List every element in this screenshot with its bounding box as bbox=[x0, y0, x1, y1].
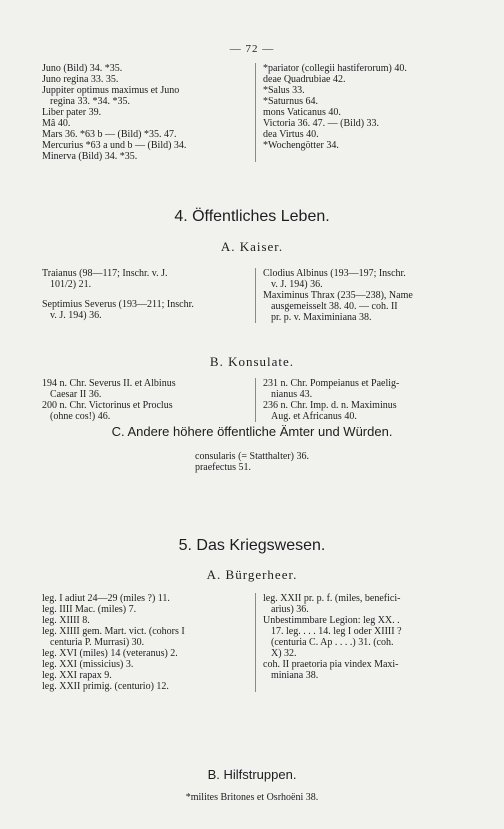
index-entry: leg. XXI rapax 9. bbox=[42, 670, 112, 681]
index-entry: nianus 43. bbox=[271, 389, 313, 400]
index-entry: leg. XIIII 8. bbox=[42, 615, 90, 626]
index-entry: *Saturnus 64. bbox=[263, 96, 318, 107]
index-entry: 231 n. Chr. Pompeianus et Paelig- bbox=[263, 378, 400, 389]
index-entry: Unbestimmbare Legion: leg XX. . bbox=[263, 615, 400, 626]
index-entry: leg. XVI (miles) 14 (veteranus) 2. bbox=[42, 648, 178, 659]
index-entry: 200 n. Chr. Victorinus et Proclus bbox=[42, 400, 173, 411]
section-heading-kriegswesen: 5. Das Kriegswesen. bbox=[178, 537, 326, 554]
section-heading-oeffentliches-leben: 4. Öffentliches Leben. bbox=[174, 208, 330, 225]
index-entry: *Salus 33. bbox=[263, 85, 305, 96]
index-entry: Mercurius *63 a und b — (Bild) 34. bbox=[42, 140, 187, 151]
page-number: — 72 — bbox=[229, 43, 275, 55]
index-entry: pr. p. v. Maximiniana 38. bbox=[271, 312, 372, 323]
buergerheer-index bbox=[42, 593, 470, 692]
index-entry: miniana 38. bbox=[271, 670, 319, 681]
index-entry: (ohne cos!) 46. bbox=[50, 411, 111, 422]
buergerheer-left-column bbox=[42, 593, 255, 692]
index-entry: regina 33. *34. *35. bbox=[50, 96, 130, 107]
index-entry: v. J. 194) 36. bbox=[50, 310, 102, 321]
index-entry: Caesar II 36. bbox=[50, 389, 102, 400]
index-entry: leg. XXI (missicius) 3. bbox=[42, 659, 134, 670]
index-entry: arius) 36. bbox=[271, 604, 309, 615]
index-entry: Juppiter optimus maximus et Juno bbox=[42, 85, 180, 96]
spacer bbox=[42, 290, 247, 299]
index-entry: Maximinus Thrax (235—238), Name bbox=[263, 290, 413, 301]
hilfstruppen-entry: *milites Britones et Osrhoëni 38. bbox=[185, 792, 319, 803]
index-entry: 101/2) 21. bbox=[50, 279, 92, 290]
subheading-buergerheer: A. Bürgerheer. bbox=[206, 567, 298, 582]
index-entry: Aug. et Africanus 40. bbox=[271, 411, 357, 422]
index-entry: coh. II praetoria pia vindex Maxi- bbox=[263, 659, 399, 670]
index-entry: X) 32. bbox=[271, 648, 297, 659]
index-entry: Victoria 36. 47. — (Bild) 33. bbox=[263, 118, 380, 129]
subheading-aemter: C. Andere höhere öffentliche Ämter und Würden. bbox=[111, 424, 393, 439]
subheading-kaiser: A. Kaiser. bbox=[220, 239, 284, 254]
subheading-hilfstruppen: B. Hilfstruppen. bbox=[207, 767, 297, 782]
index-entry: 236 n. Chr. Imp. d. n. Maximinus bbox=[263, 400, 397, 411]
index-entry: leg. I adiut 24—29 (miles ?) 11. bbox=[42, 593, 170, 604]
index-entry: centuria P. Murrasi) 30. bbox=[50, 637, 145, 648]
aemter-list bbox=[0, 451, 504, 473]
index-entry: v. J. 194) 36. bbox=[271, 279, 323, 290]
kaiser-left-column bbox=[42, 268, 255, 323]
index-entry: (centuria C. Ap . . . .) 31. (coh. bbox=[271, 637, 394, 648]
gods-left-column bbox=[42, 63, 255, 162]
index-entry: leg. IIII Mac. (miles) 7. bbox=[42, 604, 137, 615]
kaiser-right-column bbox=[255, 268, 468, 323]
kaiser-index bbox=[42, 268, 470, 323]
index-entry: *Wochengötter 34. bbox=[263, 140, 339, 151]
index-entry: Juno (Bild) 34. *35. bbox=[42, 63, 123, 74]
buergerheer-right-column bbox=[255, 593, 468, 692]
index-entry: *pariator (collegii hastiferorum) 40. bbox=[263, 63, 407, 74]
konsulate-index bbox=[42, 378, 470, 422]
konsulate-right-column bbox=[255, 378, 468, 422]
index-entry: 194 n. Chr. Severus II. et Albinus bbox=[42, 378, 176, 389]
index-entry: consularis (= Statthalter) 36. bbox=[195, 451, 309, 462]
index-entry: Traianus (98—117; Inschr. v. J. bbox=[42, 268, 168, 279]
index-entry: deae Quadrubiae 42. bbox=[263, 74, 346, 85]
index-entry: 17. leg. . . . 14. leg I oder XIIII ? bbox=[271, 626, 402, 637]
index-entry: leg. XXII pr. p. f. (miles, benefici- bbox=[263, 593, 401, 604]
index-entry: Liber pater 39. bbox=[42, 107, 102, 118]
index-entry: Clodius Albinus (193—197; Inschr. bbox=[263, 268, 406, 279]
index-entry: leg. XIIII gem. Mart. vict. (cohors I bbox=[42, 626, 185, 637]
index-entry: Minerva (Bild) 34. *35. bbox=[42, 151, 138, 162]
index-entry: dea Virtus 40. bbox=[263, 129, 319, 140]
index-entry: leg. XXII primig. (centurio) 12. bbox=[42, 681, 169, 692]
gods-index bbox=[42, 63, 470, 162]
index-entry: Septimius Severus (193—211; Inschr. bbox=[42, 299, 194, 310]
index-entry: Mars 36. *63 b — (Bild) *35. 47. bbox=[42, 129, 177, 140]
gods-right-column bbox=[255, 63, 468, 162]
index-entry: Juno regina 33. 35. bbox=[42, 74, 119, 85]
index-entry: mons Vaticanus 40. bbox=[263, 107, 341, 118]
konsulate-left-column bbox=[42, 378, 255, 422]
index-entry: ausgemeisselt 38. 40. — coh. II bbox=[271, 301, 398, 312]
index-entry: Mâ 40. bbox=[42, 118, 71, 129]
index-entry: praefectus 51. bbox=[194, 462, 252, 473]
subheading-konsulate: B. Konsulate. bbox=[209, 354, 295, 369]
